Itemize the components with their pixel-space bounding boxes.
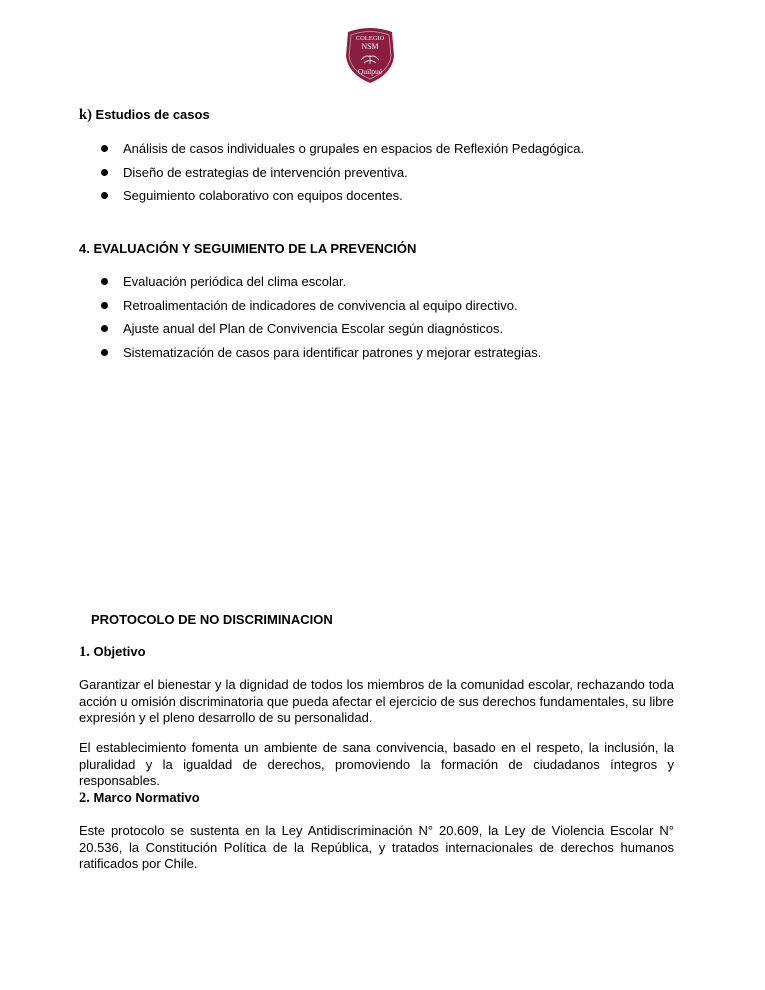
list-item: Retroalimentación de indicadores de convivencia al equipo directivo. [100, 298, 541, 322]
objective-number: 1. [79, 644, 90, 660]
section-k-marker: k) [79, 107, 92, 123]
list-item: Seguimiento colaborativo con equipos docentes. [100, 188, 584, 212]
section-4-list [100, 274, 541, 369]
objective-title: Objetivo [93, 644, 146, 659]
logo-text-quilpue: Quilpué [357, 67, 383, 76]
section-k-heading [79, 107, 210, 124]
section-4-heading: 4. EVALUACIÓN Y SEGUIMIENTO DE LA PREVENCIÓN [79, 241, 417, 256]
school-logo [342, 26, 398, 84]
logo-text-nsm: NSM [361, 42, 379, 51]
framework-number: 2. [79, 790, 90, 806]
list-item: Evaluación periódica del clima escolar. [100, 274, 541, 298]
objective-heading [79, 644, 146, 661]
objective-paragraph-2: El establecimiento fomenta un ambiente de sana convivencia, basado en el respeto, la inclusión, la pluralidad y la igualdad de derechos, promoviendo la formación de ciudadanos íntegros y responsables. [79, 740, 674, 788]
list-item: Diseño de estrategias de intervención preventiva. [100, 165, 584, 189]
framework-title: Marco Normativo [93, 790, 200, 805]
list-item: Ajuste anual del Plan de Convivencia Escolar según diagnósticos. [100, 321, 541, 345]
framework-heading [79, 790, 200, 807]
protocol-title: PROTOCOLO DE NO DISCRIMINACION [91, 612, 333, 627]
list-item: Sistematización de casos para identificar patrones y mejorar estrategias. [100, 345, 541, 369]
framework-paragraph-1: Este protocolo se sustenta en la Ley Antidiscriminación N° 20.609, la Ley de Violencia Escolar N° 20.536, la Constitución Política de la República, y tratados internacionales de derechos humanos ratificados por Chile. [79, 823, 674, 871]
logo-text-colegio: COLEGIO [355, 35, 385, 42]
list-item: Análisis de casos individuales o grupales en espacios de Reflexión Pedagógica. [100, 141, 584, 165]
section-k-title: Estudios de casos [95, 107, 210, 122]
section-k-list [100, 141, 584, 212]
objective-paragraph-1: Garantizar el bienestar y la dignidad de todos los miembros de la comunidad escolar, rechazando toda acción u omisión discriminatoria que pueda afectar el ejercicio de sus derechos fundamentales, su libre expresión y el pleno desarrollo de su personalidad. [79, 677, 674, 725]
